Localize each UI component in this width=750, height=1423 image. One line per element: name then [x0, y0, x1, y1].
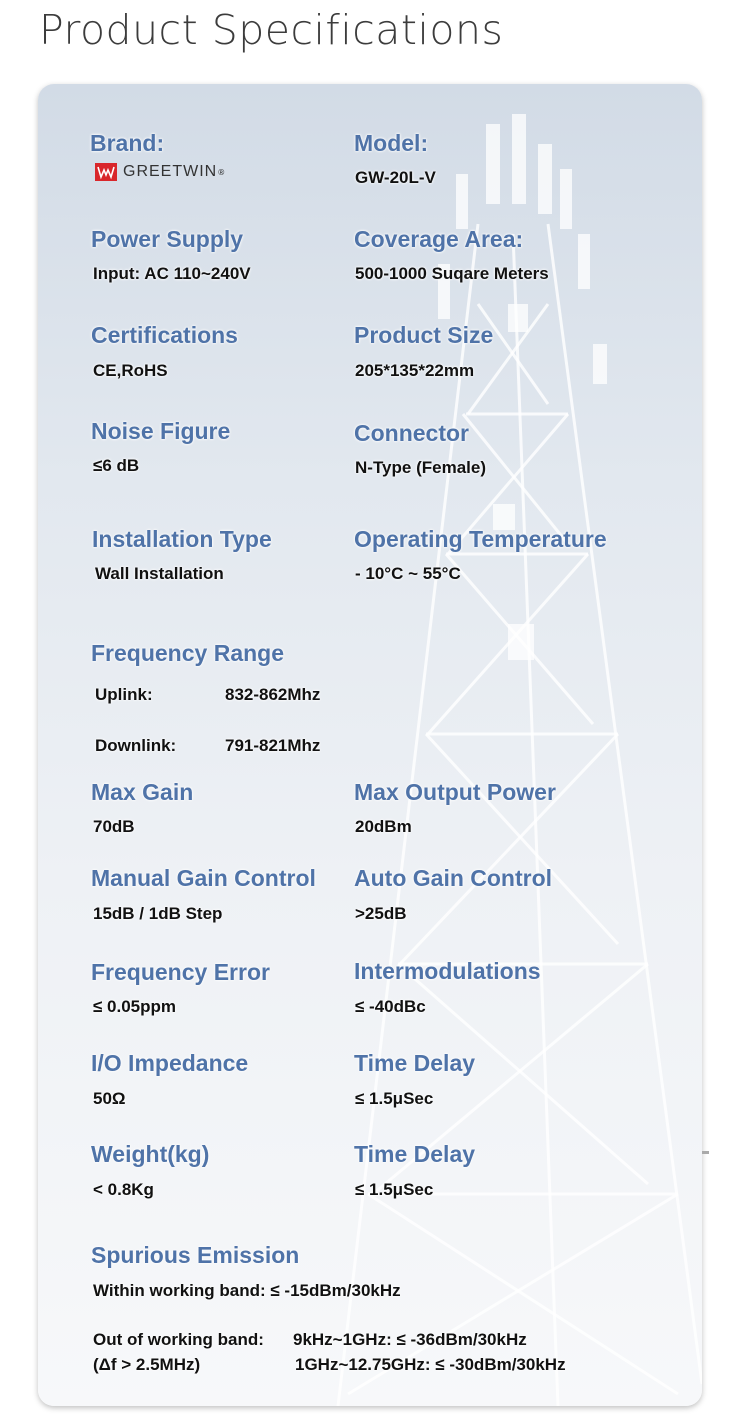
product-size-value: 205*135*22mm	[355, 361, 475, 380]
max-gain-value: 70dB	[93, 817, 135, 836]
max-output-value: 20dBm	[355, 817, 412, 836]
uplink-value: 832-862Mhz	[225, 685, 321, 704]
max-output-label: Max Output Power	[354, 779, 556, 805]
certifications-label: Certifications	[91, 322, 238, 348]
coverage-value: 500-1000 Suqare Meters	[355, 264, 549, 283]
spec-card	[38, 84, 702, 1406]
product-size-label: Product Size	[354, 322, 494, 348]
intermod-value: ≤ -40dBc	[355, 997, 426, 1016]
power-supply-label: Power Supply	[91, 226, 244, 252]
registered-mark: ®	[217, 167, 226, 177]
weight-label: Weight(kg)	[91, 1141, 210, 1167]
frequency-range-label: Frequency Range	[91, 640, 284, 666]
scroll-indicator	[702, 1151, 709, 1154]
brand-logo-text: GREETWIN	[123, 163, 218, 180]
time-delay-label: Time Delay	[354, 1050, 476, 1076]
intermod-label: Intermodulations	[354, 958, 541, 984]
power-supply-value: Input: AC 110~240V	[93, 264, 251, 283]
brand-logo	[95, 163, 225, 181]
weight-value: < 0.8Kg	[93, 1180, 154, 1199]
operating-temp-label: Operating Temperature	[354, 526, 607, 552]
installation-label: Installation Type	[92, 526, 272, 552]
io-impedance-label: I/O Impedance	[91, 1050, 249, 1076]
coverage-label: Coverage Area:	[354, 226, 524, 252]
manual-gain-value: 15dB / 1dB Step	[93, 904, 223, 923]
connector-label: Connector	[354, 420, 469, 446]
installation-value: Wall Installation	[95, 564, 224, 583]
downlink-value: 791-821Mhz	[225, 736, 321, 755]
time-delay-2-value: ≤ 1.5μSec	[355, 1180, 434, 1199]
spurious-within: Within working band: ≤ -15dBm/30kHz	[93, 1281, 401, 1300]
auto-gain-label: Auto Gain Control	[354, 865, 553, 891]
downlink-label: Downlink:	[95, 736, 177, 755]
model-value: GW-20L-V	[355, 168, 436, 187]
connector-value: N-Type (Female)	[355, 458, 486, 477]
spurious-label: Spurious Emission	[91, 1242, 300, 1268]
uplink-label: Uplink:	[95, 685, 153, 704]
auto-gain-value: >25dB	[355, 904, 407, 923]
noise-figure-value: ≤6 dB	[93, 456, 140, 475]
noise-figure-label: Noise Figure	[91, 418, 231, 444]
spurious-out-line2: 1GHz~12.75GHz: ≤ -30dBm/30kHz	[295, 1355, 566, 1374]
max-gain-label: Max Gain	[91, 779, 194, 805]
brand-label: Brand:	[90, 130, 165, 156]
operating-temp-value: - 10°C ~ 55°C	[355, 564, 461, 583]
time-delay-2-label: Time Delay	[354, 1141, 476, 1167]
certifications-value: CE,RoHS	[93, 361, 168, 380]
time-delay-value: ≤ 1.5μSec	[355, 1089, 434, 1108]
freq-error-value: ≤ 0.05ppm	[93, 997, 177, 1016]
freq-error-label: Frequency Error	[91, 959, 270, 985]
spurious-out-label: Out of working band:	[93, 1330, 264, 1349]
page-title: Product Specifications	[39, 6, 504, 54]
io-impedance-value: 50Ω	[93, 1089, 126, 1108]
greetwin-logo-icon	[95, 163, 117, 181]
manual-gain-label: Manual Gain Control	[91, 865, 316, 891]
spurious-out-line1: 9kHz~1GHz: ≤ -36dBm/30kHz	[293, 1330, 527, 1349]
spurious-out-sub: (Δf > 2.5MHz)	[93, 1355, 201, 1374]
model-label: Model:	[354, 130, 429, 156]
